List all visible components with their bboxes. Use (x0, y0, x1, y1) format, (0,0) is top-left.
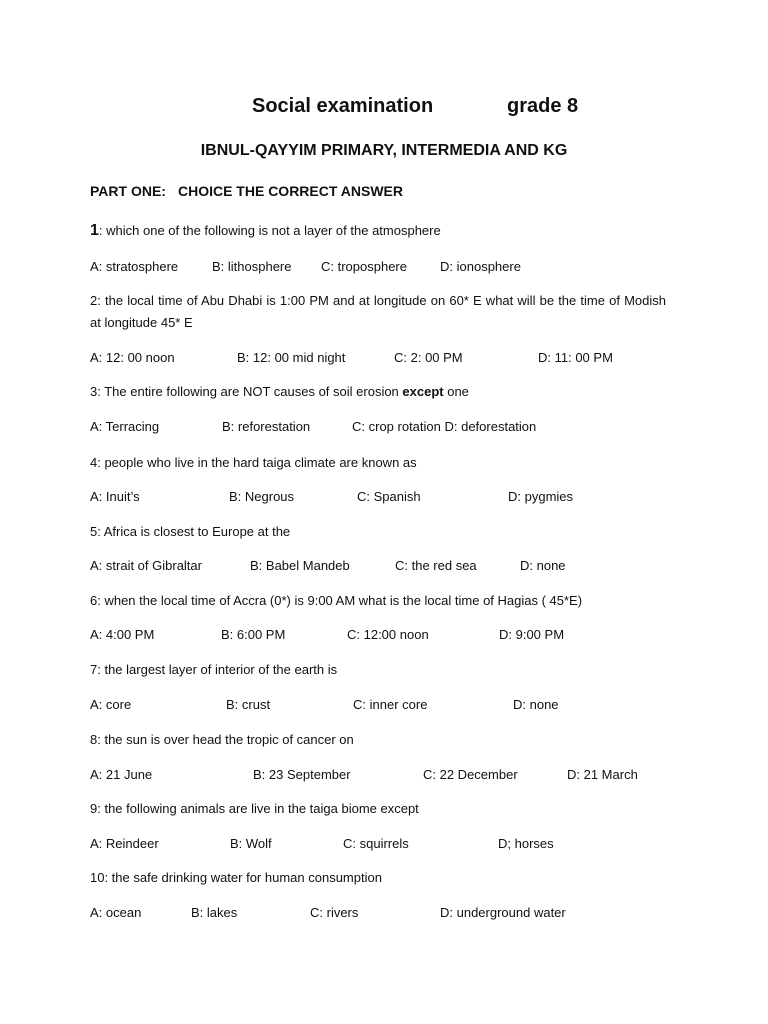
question-6 (90, 590, 666, 612)
option-c: C: Spanish (357, 489, 421, 504)
option-b: B: 23 September (253, 767, 351, 782)
option-a: A: 4:00 PM (90, 627, 155, 642)
question-text: 2: the local time of Abu Dhabi is 1:00 PM and at longitude on 60* E what will be the time of Modish at longitude 45* E (90, 293, 666, 330)
option-a: A: Reindeer (90, 836, 159, 851)
question-text: 5: Africa is closest to Europe at the (90, 524, 291, 539)
option-b: B: 6:00 PM (221, 627, 286, 642)
option-c: C: troposphere (321, 259, 407, 274)
option-b: B: reforestation (222, 419, 311, 434)
option-b: B: lakes (191, 905, 238, 920)
options-6 (0, 627, 768, 647)
question-8 (90, 729, 666, 751)
option-a: A: stratosphere (90, 259, 179, 274)
question-3 (90, 381, 666, 403)
part-label: PART ONE: (90, 183, 166, 199)
options-9 (0, 836, 768, 856)
question-text: 10: the safe drinking water for human consumption (90, 870, 382, 885)
option-a: A: 12: 00 noon (90, 350, 175, 365)
question-emphasis: except (402, 384, 444, 399)
option-d: D; horses (498, 836, 554, 851)
question-4 (90, 452, 666, 474)
options-4 (0, 489, 768, 509)
option-d: D: none (520, 558, 566, 573)
option-a: A: Terracing (90, 419, 160, 434)
option-a: A: 21 June (90, 767, 153, 782)
option-c: C: 2: 00 PM (394, 350, 463, 365)
question-number: 1 (90, 222, 99, 239)
exam-title (0, 95, 768, 121)
question-text-end: one (443, 384, 469, 399)
option-d: D: none (513, 697, 559, 712)
school-name: IBNUL-QAYYIM PRIMARY, INTERMEDIA AND KG (200, 142, 568, 159)
question-2 (90, 290, 666, 334)
question-text: 6: when the local time of Accra (0*) is 9:00 AM what is the local time of Hagias ( 45*E) (90, 593, 583, 608)
option-d: D: underground water (440, 905, 566, 920)
option-b: B: Wolf (230, 836, 272, 851)
question-text: 3: The entire following are NOT causes of soil erosion (90, 384, 403, 399)
question-text: 9: the following animals are live in the taiga biome except (90, 801, 419, 816)
part-heading (90, 183, 403, 199)
option-a: A: core (90, 697, 132, 712)
options-8 (0, 767, 768, 787)
option-b: B: Negrous (229, 489, 295, 504)
option-b: B: lithosphere (212, 259, 292, 274)
option-c-d: C: crop rotation D: deforestation (352, 419, 537, 434)
question-text: 4: people who live in the hard taiga climate are known as (90, 455, 417, 470)
option-d: D: pygmies (508, 489, 574, 504)
question-9 (90, 798, 666, 820)
option-d: D: 9:00 PM (499, 627, 565, 642)
question-1 (90, 220, 666, 242)
option-c: C: rivers (310, 905, 359, 920)
options-1 (0, 259, 768, 279)
question-text: : which one of the following is not a layer of the atmosphere (98, 223, 441, 238)
question-5 (90, 521, 666, 543)
option-c: C: inner core (353, 697, 428, 712)
question-7 (90, 659, 666, 681)
part-instruction: CHOICE THE CORRECT ANSWER (177, 183, 404, 199)
options-2 (0, 350, 768, 370)
option-b: B: 12: 00 mid night (237, 350, 346, 365)
options-3 (0, 419, 768, 439)
option-c: C: 22 December (423, 767, 518, 782)
options-10 (0, 905, 768, 925)
question-10 (90, 867, 666, 889)
option-c: C: squirrels (343, 836, 409, 851)
option-b: B: crust (226, 697, 271, 712)
exam-subject-title: Social examination (252, 95, 434, 117)
option-d: D: 21 March (567, 767, 638, 782)
option-b: B: Babel Mandeb (250, 558, 350, 573)
options-7 (0, 697, 768, 717)
option-c: C: the red sea (395, 558, 477, 573)
option-a: A: Inuit’s (90, 489, 140, 504)
question-text: 8: the sun is over head the tropic of cancer on (90, 732, 354, 747)
option-c: C: 12:00 noon (347, 627, 429, 642)
option-d: D: ionosphere (440, 259, 521, 274)
question-text: 7: the largest layer of interior of the earth is (90, 662, 338, 677)
options-5 (0, 558, 768, 578)
option-a: A: ocean (90, 905, 142, 920)
exam-grade: grade 8 (507, 95, 579, 117)
option-d: D: 11: 00 PM (538, 350, 613, 365)
option-a: A: strait of Gibraltar (90, 558, 202, 573)
